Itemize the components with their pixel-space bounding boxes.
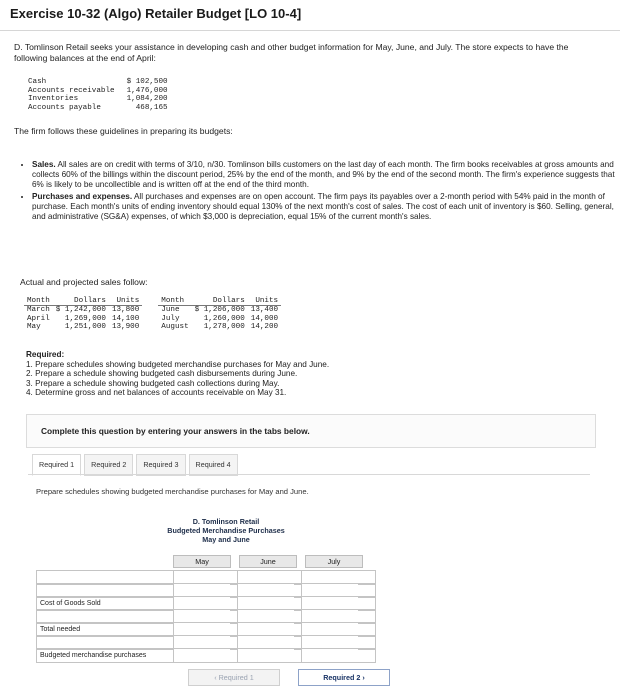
cell: March bbox=[27, 306, 50, 315]
table-header-row bbox=[24, 297, 281, 306]
balances-table bbox=[26, 78, 170, 112]
list-item bbox=[32, 160, 620, 190]
cell: 13,900 bbox=[111, 323, 140, 332]
column-header: Dollars bbox=[53, 297, 109, 306]
title-divider bbox=[0, 30, 620, 31]
table-row bbox=[24, 323, 281, 331]
balance-value: $ 102,500 bbox=[126, 78, 168, 86]
cell: $ 1,206,000 bbox=[194, 306, 245, 315]
tab-bar bbox=[32, 454, 238, 474]
table-row bbox=[24, 315, 281, 323]
cell: 1,278,000 bbox=[203, 323, 245, 332]
column-header: Units bbox=[248, 297, 281, 306]
tab-required-1[interactable]: Required 1 bbox=[32, 454, 81, 476]
column-header: July bbox=[305, 555, 363, 568]
required-heading: Required: bbox=[26, 350, 65, 359]
column-header: June bbox=[239, 555, 297, 568]
cell: 1,269,000 bbox=[64, 314, 106, 323]
cell: 13,800 bbox=[111, 306, 140, 315]
guidelines-intro: The firm follows these guidelines in preparing its budgets: bbox=[14, 126, 233, 136]
cell: 14,000 bbox=[250, 314, 279, 323]
column-header: Month bbox=[24, 297, 53, 306]
balance-value: 1,084,200 bbox=[126, 95, 168, 104]
required-item: 1. Prepare schedules showing budgeted merchandise purchases for May and June. bbox=[26, 359, 330, 369]
row-label: Cost of Goods Sold bbox=[40, 600, 101, 607]
cell: 13,400 bbox=[250, 306, 279, 315]
next-tab-label: Required 2 bbox=[323, 673, 361, 682]
page-title: Exercise 10-32 (Algo) Retailer Budget [LO 10-4] bbox=[10, 6, 302, 21]
balance-label: Accounts receivable bbox=[28, 86, 115, 95]
guideline-text: All sales are on credit with terms of 3/10, n/30. Tomlinson bills customers on the last day of each month. The firm books receivables at gross amounts and collects 60% of the billings within the discount period, 25% by the end of the month, and 9% by the end of the second month. The firm's experience suggests that 6% is likely to be uncollectible and is written off at the end of the third month. bbox=[32, 160, 615, 189]
schedule-period: May and June bbox=[202, 535, 250, 544]
instruction-box bbox=[26, 414, 596, 448]
balance-label: Cash bbox=[28, 78, 47, 86]
balance-value: 468,165 bbox=[135, 103, 168, 112]
required-item: 4. Determine gross and net balances of accounts receivable on May 31. bbox=[26, 388, 287, 398]
tab-required-3[interactable]: Required 3 bbox=[136, 454, 185, 476]
row-label: Budgeted merchandise purchases bbox=[40, 652, 147, 659]
tab-required-4[interactable]: Required 4 bbox=[189, 454, 238, 476]
prev-tab-label: Required 1 bbox=[218, 673, 254, 682]
instruction-text: Complete this question by entering your answers in the tabs below. bbox=[41, 426, 310, 436]
schedule-column-headers bbox=[173, 555, 373, 568]
chevron-right-icon: › bbox=[360, 673, 365, 682]
balance-value: 1,476,000 bbox=[126, 86, 168, 95]
list-item bbox=[32, 192, 620, 222]
required-item: 3. Prepare a schedule showing budgeted cash collections during May. bbox=[26, 378, 280, 388]
cell: April bbox=[27, 314, 50, 323]
row-label: Total needed bbox=[40, 626, 81, 633]
cell: June bbox=[161, 306, 180, 315]
guideline-title: Purchases and expenses. bbox=[32, 192, 133, 201]
table-row bbox=[26, 104, 170, 113]
answer-input[interactable] bbox=[173, 649, 230, 662]
cell: 14,100 bbox=[111, 314, 140, 323]
guideline-text: All purchases and expenses are on open account. The firm pays its payables over a 2-month period with 54% paid in the month of purchase. Each month's units of ending inventory should equal 130% of the next month's cost of sales. The cost of each unit of inventory is $60. Selling, general, and administrative (SG&A) expenses, of which $3,000 is depreciation, equal 15% of the current month's sales. bbox=[32, 192, 614, 221]
guideline-title: Sales. bbox=[32, 160, 56, 169]
tab-panel bbox=[28, 474, 590, 697]
schedule-name: Budgeted Merchandise Purchases bbox=[167, 526, 285, 535]
table-row bbox=[24, 306, 281, 315]
required-item: 2. Prepare a schedule showing budgeted cash disbursements during June. bbox=[26, 369, 298, 379]
panel-prompt: Prepare schedules showing budgeted merchandise purchases for May and June. bbox=[36, 487, 309, 496]
cell: 1,251,000 bbox=[64, 323, 106, 332]
sales-intro: Actual and projected sales follow: bbox=[20, 277, 148, 287]
answer-input[interactable] bbox=[301, 649, 358, 662]
sales-table bbox=[24, 297, 281, 332]
balance-label: Inventories bbox=[28, 95, 79, 104]
answer-input[interactable] bbox=[237, 649, 294, 662]
table-row bbox=[26, 95, 170, 104]
prev-tab-button[interactable] bbox=[188, 669, 280, 686]
table-row bbox=[26, 78, 170, 87]
cell: August bbox=[161, 323, 189, 332]
column-header: Month bbox=[158, 297, 191, 306]
cell: 1,260,000 bbox=[203, 314, 245, 323]
cell: May bbox=[27, 323, 41, 332]
required-section bbox=[26, 350, 329, 398]
intro-text: D. Tomlinson Retail seeks your assistance in developing cash and other budget information for May, June, and July. The store expects to have the following balances at the end of April: bbox=[14, 42, 569, 63]
cell: July bbox=[161, 314, 180, 323]
column-header: Units bbox=[109, 297, 142, 306]
next-tab-button[interactable] bbox=[298, 669, 390, 686]
schedule-company: D. Tomlinson Retail bbox=[192, 517, 260, 526]
chevron-left-icon: ‹ bbox=[214, 673, 219, 682]
cell: $ 1,242,000 bbox=[55, 306, 106, 315]
column-header: Dollars bbox=[192, 297, 248, 306]
tab-required-2[interactable]: Required 2 bbox=[84, 454, 133, 476]
guidelines-list bbox=[16, 160, 620, 224]
column-header: May bbox=[173, 555, 231, 568]
table-row bbox=[26, 87, 170, 96]
cell: 14,200 bbox=[250, 323, 279, 332]
balance-label: Accounts payable bbox=[28, 103, 101, 112]
table-row bbox=[36, 648, 376, 663]
schedule-title bbox=[128, 517, 324, 544]
